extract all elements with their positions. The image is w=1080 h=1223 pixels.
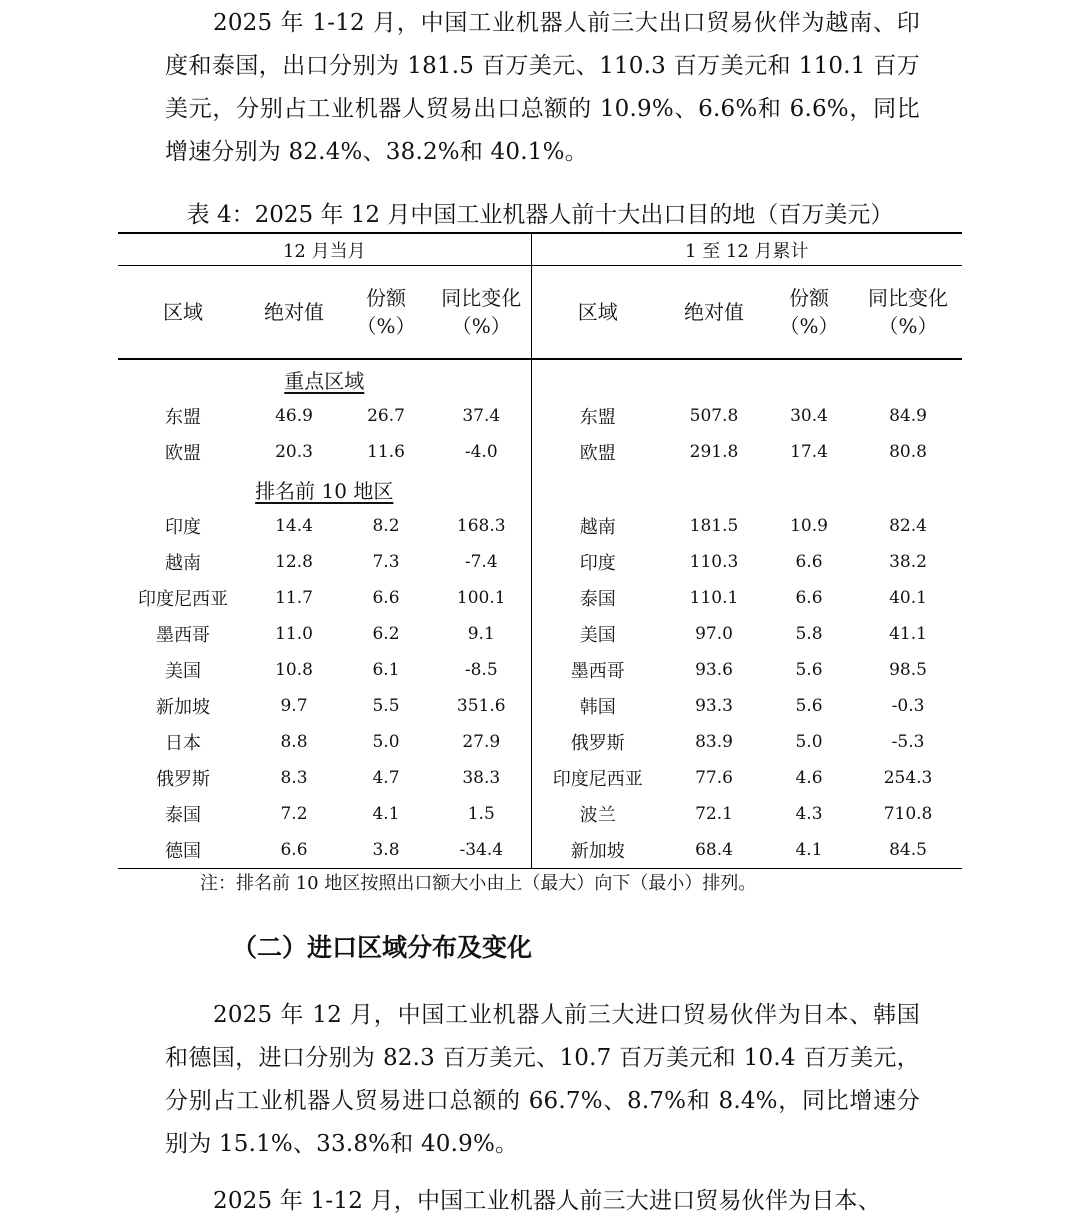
column-header-region: 区域 [118, 266, 248, 360]
paragraph-import-top3-annual: 2025 年 1-12 月，中国工业机器人前三大进口贸易伙伴为日本、 [213, 1188, 881, 1214]
section-label-key-regions: 重点区域 [284, 368, 365, 393]
group-header-cumulative: 1 至 12 月累计 [531, 233, 962, 266]
column-header-yoy: 同比变化 （%） [432, 266, 531, 360]
column-header-region: 区域 [531, 266, 664, 360]
export-destinations-table [118, 232, 962, 869]
paragraph-export-top3-annual: 2025 年 1-12 月，中国工业机器人前三大出口贸易伙伴为越南、印度和泰国，出口分别为 181.5 百万美元、110.3 百万美元和 110.1 百万美元，分别占工业机器人贸易出口总额的 10.9%、6.6%和 6.6%，同比增速分别为 82.4%、38.2%和 40.1%。 [165, 10, 920, 165]
table-row: 日本 8.8 5.0 27.9 俄罗斯 83.9 5.0 -5.3 [118, 724, 962, 760]
table-row: 越南 12.8 7.3 -7.4 印度 110.3 6.6 38.2 [118, 544, 962, 580]
table-title: 表 4：2025 年 12 月中国工业机器人前十大出口目的地（百万美元） [186, 202, 894, 228]
table-row: 印度尼西亚 11.7 6.6 100.1 泰国 110.1 6.6 40.1 [118, 580, 962, 616]
table-row: 德国 6.6 3.8 -34.4 新加坡 68.4 4.1 84.5 [118, 832, 962, 869]
section-label-top10: 排名前 10 地区 [255, 478, 394, 503]
table-row: 东盟 46.9 26.7 37.4 东盟 507.8 30.4 84.9 [118, 398, 962, 434]
column-header-yoy: 同比变化 （%） [854, 266, 962, 360]
table-note: 注：排名前 10 地区按照出口额大小由上（最大）向下（最小）排列。 [200, 873, 757, 894]
table-row: 俄罗斯 8.3 4.7 38.3 印度尼西亚 77.6 4.6 254.3 [118, 760, 962, 796]
table-row: 泰国 7.2 4.1 1.5 波兰 72.1 4.3 710.8 [118, 796, 962, 832]
table-row: 欧盟 20.3 11.6 -4.0 欧盟 291.8 17.4 80.8 [118, 434, 962, 470]
section-heading-import: （二）进口区域分布及变化 [232, 933, 533, 962]
column-header-share: 份额 （%） [764, 266, 854, 360]
table-row: 新加坡 9.7 5.5 351.6 韩国 93.3 5.6 -0.3 [118, 688, 962, 724]
paragraph-import-top3-december: 2025 年 12 月，中国工业机器人前三大进口贸易伙伴为日本、韩国和德国，进口分别为 82.3 百万美元、10.7 百万美元和 10.4 百万美元，分别占工业机器人贸易进口总额的 66.7%、8.7%和 8.4%，同比增速分别为 15.1%、33.8%和 40.9%。 [165, 1002, 920, 1157]
column-header-absolute: 绝对值 [664, 266, 764, 360]
table-row: 墨西哥 11.0 6.2 9.1 美国 97.0 5.8 41.1 [118, 616, 962, 652]
column-header-share: 份额 （%） [340, 266, 432, 360]
group-header-december: 12 月当月 [118, 233, 531, 266]
table-row: 美国 10.8 6.1 -8.5 墨西哥 93.6 5.6 98.5 [118, 652, 962, 688]
column-header-absolute: 绝对值 [248, 266, 340, 360]
table-row: 印度 14.4 8.2 168.3 越南 181.5 10.9 82.4 [118, 508, 962, 544]
